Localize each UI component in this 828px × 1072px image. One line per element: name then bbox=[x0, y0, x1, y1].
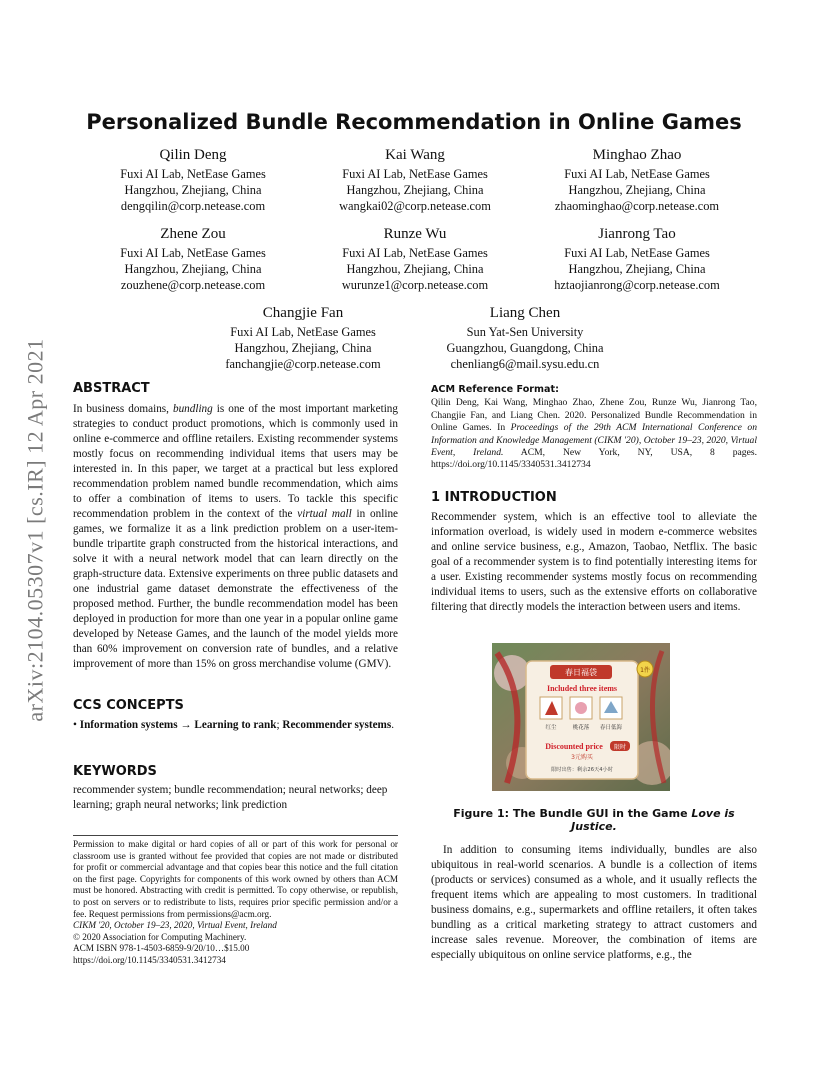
arxiv-stamp bbox=[18, 300, 54, 760]
acm-reference-proceedings: Proceedings of the 29th ACM International Conference on Information and Knowledge Management (CIKM '20), October 19–23, 2020, Virtual Event, Ireland. bbox=[431, 422, 758, 459]
author-name: Minghao Zhao bbox=[592, 147, 682, 163]
price-tag: 限时 bbox=[613, 744, 627, 751]
ccs-heading: CCS CONCEPTS bbox=[73, 698, 184, 713]
abstract-text-part: In business domains, bbox=[73, 403, 173, 415]
author-card bbox=[300, 146, 530, 214]
author-location: Hangzhou, Zhejiang, China bbox=[124, 262, 262, 276]
acm-reference-heading: ACM Reference Format: bbox=[431, 384, 559, 395]
ccs-concepts bbox=[73, 718, 398, 733]
author-affiliation: Fuxi AI Lab, NetEase Games bbox=[564, 246, 710, 260]
badge-text: 1件 bbox=[640, 667, 650, 674]
caption-game-title: Love is Justice. bbox=[571, 807, 735, 833]
intro-heading: 1 INTRODUCTION bbox=[431, 490, 557, 505]
included-label: Included three items bbox=[546, 684, 618, 693]
author-location: Hangzhou, Zhejiang, China bbox=[346, 262, 484, 276]
author-name: Qilin Deng bbox=[159, 147, 227, 163]
abstract-text bbox=[73, 402, 398, 672]
intro-paragraph-2: In addition to consuming items individually, bundles are also ubiquitous in real-world scenarios. A bundle is a collection of items (products or services) consumed as a whole, and it usually reflects the frequent items which are appealing to most customers. In traditional business domains, e.g., supermarkets and offline retailers, it often takes bundling as a critical marketing strategy to attract customers and increase sales revenue. Moreover, the combination of items are especially ubiquitous on online service platforms, e.g., the bbox=[431, 844, 757, 961]
author-email: wangkai02@corp.netease.com bbox=[339, 199, 491, 213]
banner-text: 春日福袋 bbox=[565, 668, 597, 677]
acm-reference-text: ACM, New York, NY, USA, 8 pages. https://doi.org/10.1145/3340531.3412734 bbox=[431, 447, 757, 471]
author-card bbox=[78, 146, 308, 214]
author-affiliation: Sun Yat-Sen University bbox=[466, 325, 584, 339]
abstract-emphasis: bundling bbox=[172, 403, 213, 415]
ccs-concept: Recommender systems bbox=[282, 719, 392, 731]
author-email: hztaojianrong@corp.netease.com bbox=[554, 278, 720, 292]
author-location: Hangzhou, Zhejiang, China bbox=[124, 183, 262, 197]
keywords-text: recommender system; bundle recommendation; neural networks; deep learning; graph neural networks; link prediction bbox=[73, 784, 388, 811]
abstract-emphasis: virtual mall bbox=[297, 508, 352, 520]
abstract-text-part: is one of the most important marketing strategies to conduct product promotions, which is commonly used in online e-commerce and offline retailers. Existing recommender systems mostly focus on recommending individual items that users may be interested in. In this paper, we target at a practical but less explored recommendation problem named bundle recommendation, which aims to offer a combination of items to users. To tackle this specific recommendation problem in the context of the bbox=[73, 403, 398, 520]
permission-doi[interactable]: https://doi.org/10.1145/3340531.3412734 bbox=[73, 954, 226, 965]
permission-venue: CIKM '20, October 19–23, 2020, Virtual Event, Ireland bbox=[73, 920, 277, 931]
intro-paragraph-1: Recommender system, which is an effective tool to alleviate the information overload, is widely used in modern e-commerce websites and online service business, e.g., Amazon, Taobao, Netflix. The basic goal of a recommender system is to find potentially interesting items for a user. Existing recommender systems mostly focus on recommending individual items to users, such as the extensive efforts on collaborative filtering that directly models the interaction between users and items. bbox=[431, 511, 757, 613]
author-location: Guangzhou, Guangdong, China bbox=[446, 341, 604, 355]
paper-title: Personalized Bundle Recommendation in Online Games bbox=[86, 110, 742, 134]
permission-text: Permission to make digital or hard copies of all or part of this work for personal or classroom use is granted without fee provided that copies are not made or distributed for profit or commercial advantage and that copies bear this notice and the full citation on the first page. Copyrights for components of this work owned by others than ACM must be honored. Abstracting with credit is permitted. To copy otherwise, or republish, to post on servers or to redistribute to lists, requires prior specific permission and/or a fee. Request permissions from permissions@acm.org. bbox=[73, 839, 398, 919]
author-card bbox=[522, 146, 752, 214]
abstract-text-part: in online games, we formalize it as a link prediction problem on a user-item-bundle tripartite graph constructed from the historical interactions, and solve it with a neural network model that can learn directly on the graph-structure data. Extensive experiments on three public datasets and one industrial game dataset demonstrate the effectiveness of the proposed method. Further, the bundle recommendation model has been deployed in production for more than one year in a popular online game developed by Netease Games, and the launch of the model yields more than 60% improvement on conversion rate of bundles, and a relative improvement of more than 15% on gross merchandise volume (GMV). bbox=[73, 508, 398, 670]
author-card bbox=[300, 225, 530, 293]
author-email: wurunze1@corp.netease.com bbox=[341, 278, 489, 292]
author-location: Hangzhou, Zhejiang, China bbox=[346, 183, 484, 197]
author-email: dengqilin@corp.netease.com bbox=[120, 199, 266, 213]
caption-prefix: Figure 1: The Bundle GUI in the Game bbox=[453, 807, 692, 820]
arxiv-id: arXiv:2104.05307v1 [cs.IR] 12 Apr 2021 bbox=[23, 338, 48, 722]
author-email: chenliang6@mail.sysu.edu.cn bbox=[450, 357, 600, 371]
author-name: Liang Chen bbox=[489, 305, 561, 321]
author-email: fanchangjie@corp.netease.com bbox=[225, 357, 381, 371]
author-name: Runze Wu bbox=[383, 226, 447, 242]
acm-reference bbox=[431, 384, 757, 472]
permission-isbn: ACM ISBN 978-1-4503-6859-9/20/10…$15.00 bbox=[73, 943, 250, 954]
item-label: 春日低海 bbox=[599, 725, 623, 731]
author-card bbox=[522, 225, 752, 293]
figure-caption bbox=[432, 807, 756, 833]
price-text: 3元购买 bbox=[571, 754, 593, 761]
author-name: Changjie Fan bbox=[262, 305, 344, 321]
discount-label: Discounted price bbox=[545, 742, 603, 751]
author-name: Zhene Zou bbox=[160, 226, 226, 242]
author-card bbox=[410, 304, 640, 372]
permission-copyright: © 2020 Association for Computing Machinery. bbox=[73, 931, 247, 942]
ccs-concept: Learning to rank bbox=[194, 719, 277, 731]
author-name: Kai Wang bbox=[385, 147, 445, 163]
author-affiliation: Fuxi AI Lab, NetEase Games bbox=[120, 167, 266, 181]
acm-reference-text: Qilin Deng, Kai Wang, Minghao Zhao, Zhene Zou, Runze Wu, Jianrong Tao, Changjie Fan, and Liang Chen. 2020. Personalized Bundle Recommendation in Online Games. In bbox=[431, 397, 757, 434]
author-affiliation: Fuxi AI Lab, NetEase Games bbox=[120, 246, 266, 260]
author-name: Jianrong Tao bbox=[598, 226, 676, 242]
author-affiliation: Fuxi AI Lab, NetEase Games bbox=[342, 246, 488, 260]
timer-text: 限时出售：剩余26天4小时 bbox=[551, 767, 613, 773]
author-affiliation: Fuxi AI Lab, NetEase Games bbox=[564, 167, 710, 181]
keywords-heading: KEYWORDS bbox=[73, 764, 157, 779]
author-location: Hangzhou, Zhejiang, China bbox=[234, 341, 372, 355]
author-affiliation: Fuxi AI Lab, NetEase Games bbox=[342, 167, 488, 181]
item-label: 红尘 bbox=[545, 725, 557, 731]
author-email: zhaominghao@corp.netease.com bbox=[554, 199, 720, 213]
author-email: zouzhene@corp.netease.com bbox=[120, 278, 266, 292]
ccs-separator: ; bbox=[276, 719, 283, 731]
ccs-concept: Information systems bbox=[79, 719, 178, 731]
ccs-arrow: → bbox=[177, 719, 195, 731]
permission-notice bbox=[73, 839, 398, 967]
author-affiliation: Fuxi AI Lab, NetEase Games bbox=[230, 325, 376, 339]
figure-1 bbox=[492, 643, 670, 791]
bullet: • bbox=[73, 719, 77, 731]
author-location: Hangzhou, Zhejiang, China bbox=[568, 262, 706, 276]
item-label: 桃花落 bbox=[572, 725, 590, 731]
bundle-gui-image bbox=[492, 643, 670, 791]
abstract-heading: ABSTRACT bbox=[73, 381, 150, 396]
author-card bbox=[78, 225, 308, 293]
author-location: Hangzhou, Zhejiang, China bbox=[568, 183, 706, 197]
author-card bbox=[188, 304, 418, 372]
footnote-rule bbox=[73, 835, 398, 836]
ccs-end: . bbox=[391, 719, 394, 731]
